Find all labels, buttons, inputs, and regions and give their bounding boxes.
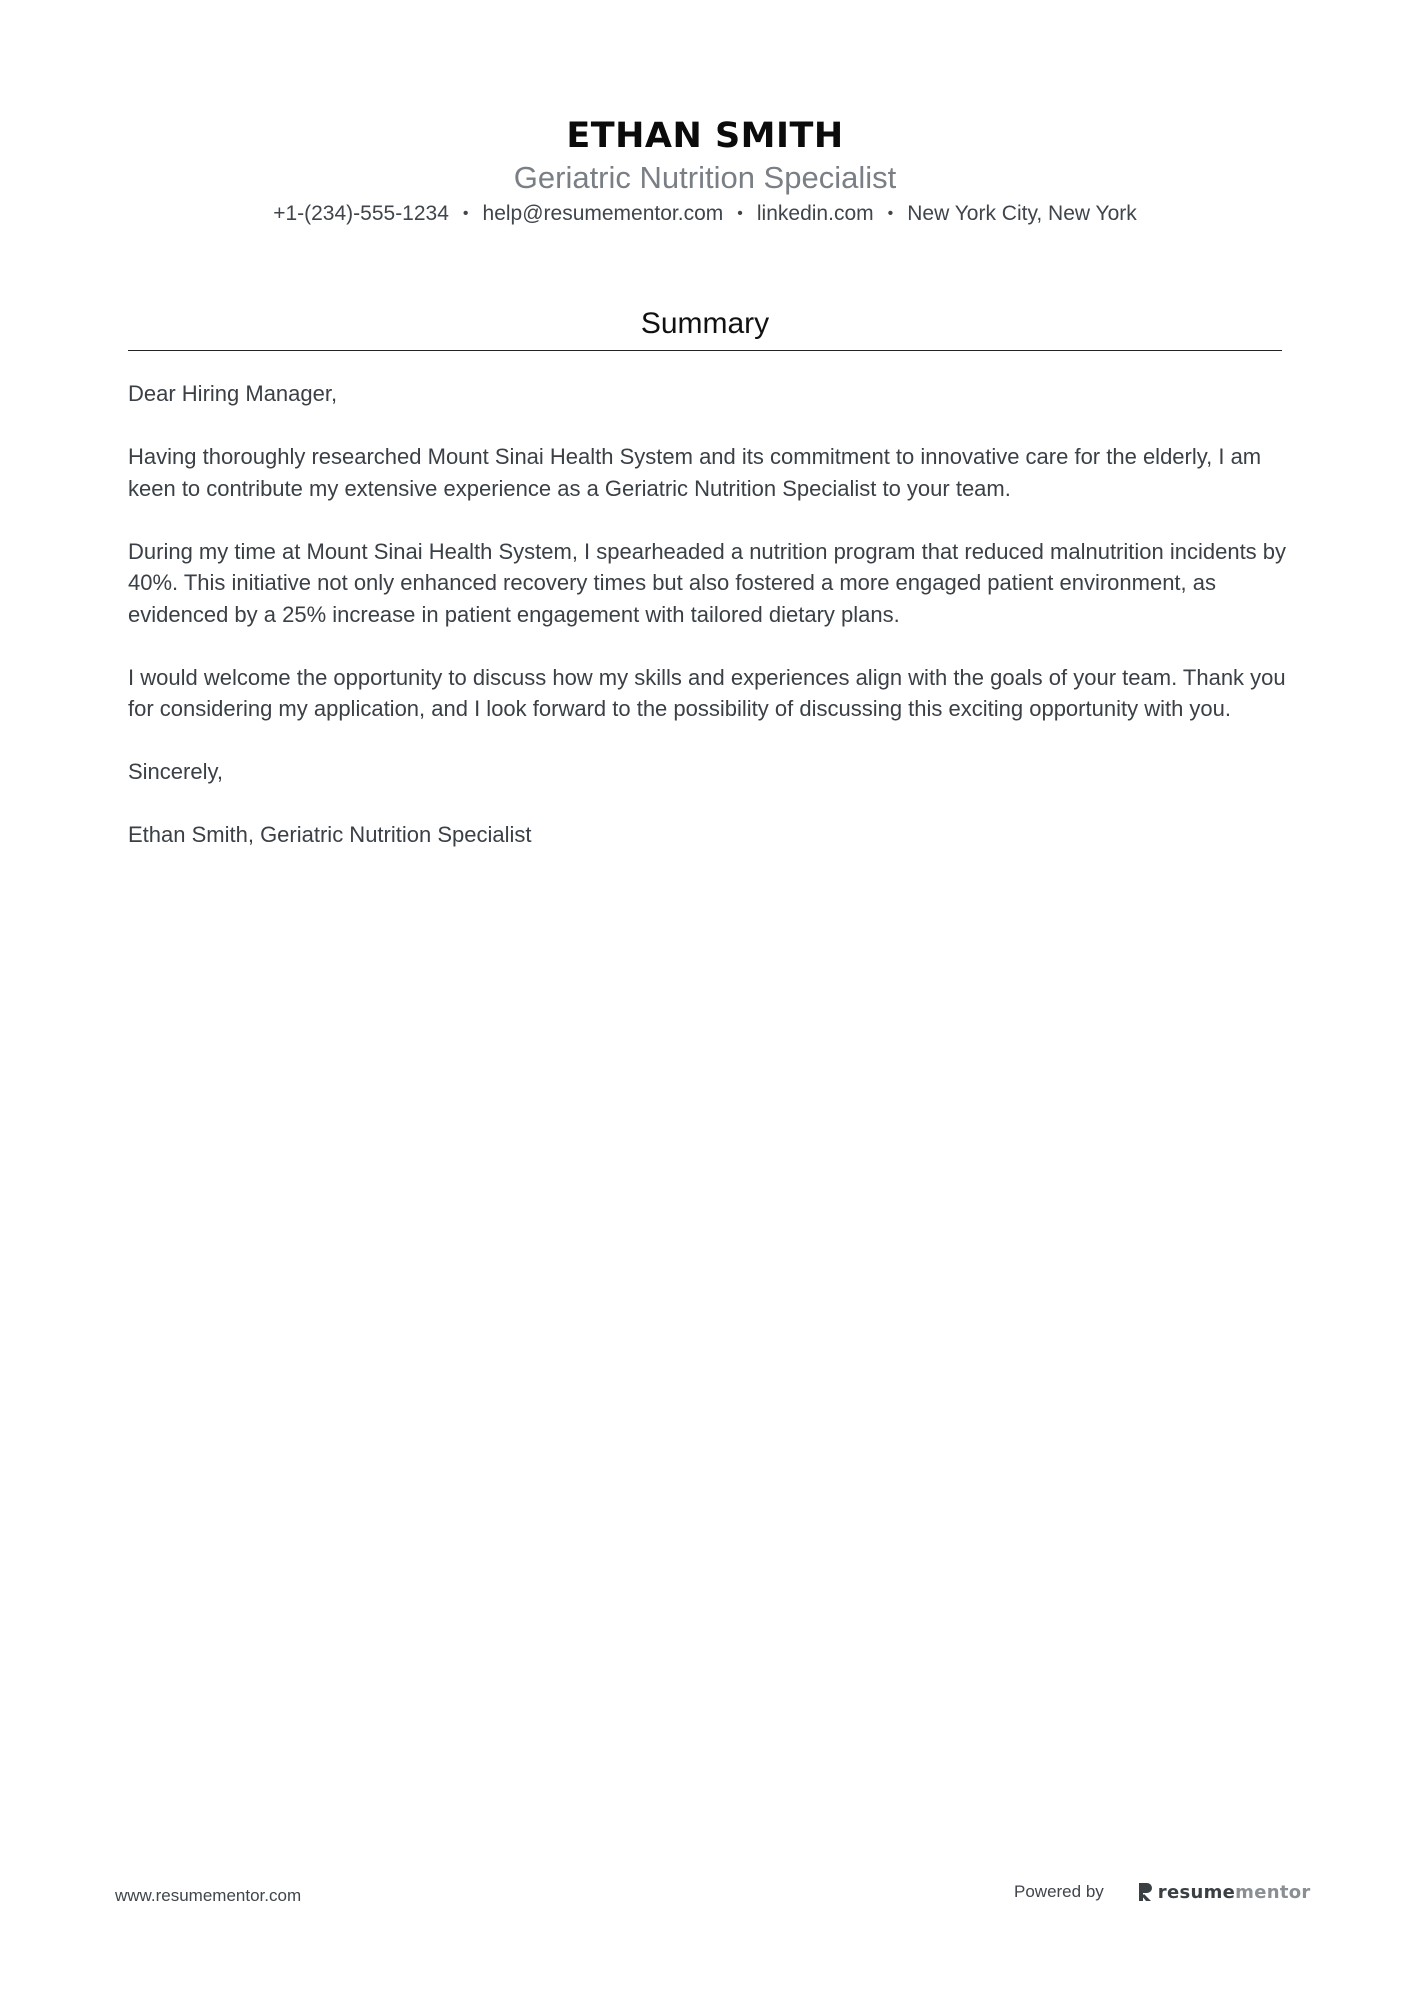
resumementor-logo-icon — [1136, 1881, 1154, 1903]
contact-separator: • — [737, 205, 743, 222]
contact-location: New York City, New York — [907, 202, 1137, 225]
contact-info — [0, 200, 1410, 228]
candidate-name: ETHAN SMITH — [566, 116, 844, 156]
letter-closing: Sincerely, — [128, 759, 223, 784]
contact-phone: +1-(234)-555-1234 — [273, 202, 449, 225]
contact-linkedin[interactable]: linkedin.com — [756, 202, 874, 225]
letter-paragraph: During my time at Mount Sinai Health System, I spearheaded a nutrition program that reduced malnutrition incidents by 40%. This initiative not only enhanced recovery times but also fostered a more engaged patient environment, as evidenced by a 25% increase in patient engagement with tailored dietary plans. — [128, 538, 1287, 627]
powered-by-label: Powered by — [1014, 1882, 1104, 1901]
candidate-title: Geriatric Nutrition Specialist — [513, 160, 897, 195]
contact-separator: • — [462, 205, 469, 222]
section-title-summary: Summary — [640, 307, 770, 340]
footer-branding — [1014, 1880, 1311, 1904]
letter-paragraph: Having thoroughly researched Mount Sinai Health System and its commitment to innovative care for the elderly, I am keen to contribute my extensive experience as a Geriatric Nutrition Specialist to your team. — [128, 444, 1262, 501]
footer-website[interactable]: www.resumementor.com — [115, 1886, 302, 1905]
brand-wordmark — [1158, 1882, 1311, 1903]
resumementor-logo[interactable] — [1136, 1881, 1311, 1903]
letter-body — [128, 378, 1288, 882]
letter-greeting: Dear Hiring Manager, — [128, 381, 338, 406]
brand-wordmark-part1: resume — [1157, 1881, 1236, 1903]
contact-email[interactable]: help@resumementor.com — [482, 202, 724, 225]
section-divider — [128, 350, 1282, 351]
letter-signature: Ethan Smith, Geriatric Nutrition Specialist — [128, 822, 532, 847]
brand-wordmark-part2: mentor — [1235, 1881, 1311, 1903]
header — [0, 112, 1410, 228]
contact-separator: • — [887, 205, 894, 222]
letter-paragraph: I would welcome the opportunity to discuss how my skills and experiences align with the goals of your team. Thank you for considering my application, and I look forward to the possibility of discussing this exciting opportunity with you. — [128, 664, 1286, 721]
